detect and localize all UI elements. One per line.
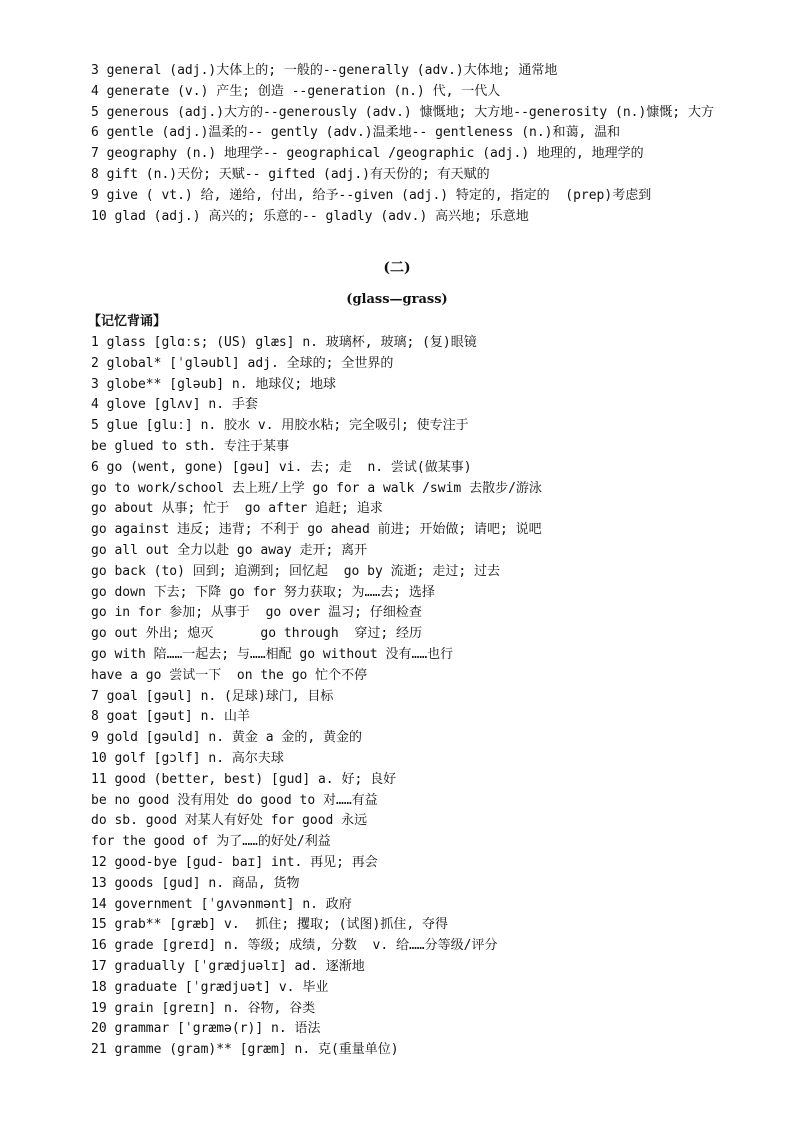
list-item: 8 goat [gəut] n. 山羊 [91,709,251,725]
list-item: 4 generate (v.) 产生; 创造 --generation (n.) 代, 一代人 [91,83,501,99]
list-item: 8 gift (n.)天份; 天赋-- gifted (adj.)有天份的; 有天赋的 [91,166,490,182]
list-item: 20 grammar [ˈgræmə(r)] n. 语法 [91,1021,321,1037]
list-item: 9 gold [gəuld] n. 黄金 a 金的, 黄金的 [91,730,363,746]
list-item: go out 外出; 熄灭 go through 穿过; 经历 [91,626,422,642]
list-item: 15 grab** [græb] v. 抓住; 攫取; (试图)抓住, 夺得 [91,917,448,933]
list-item: 3 general (adj.)大体上的; 一般的--generally (adv.)大体地; 通常地 [91,63,558,78]
list-item: 16 grade [greɪd] n. 等级; 成绩, 分数 v. 给……分等级/评分 [91,938,498,954]
list-item: go against 违反; 违背; 不利于 go ahead 前进; 开始做; 请吧; 说吧 [91,522,542,538]
list-item: go in for 参加; 从事于 go over 温习; 仔细检查 [91,605,422,621]
list-item: 4 glove [glʌv] n. 手套 [91,397,258,413]
list-item: 5 generous (adj.)大方的--generously (adv.) 慷慨地; 大方地--generosity (n.)慷慨; 大方 [91,104,714,120]
list-item: 12 good-bye [gud- baɪ] int. 再见; 再会 [91,854,378,870]
list-item: 6 gentle (adj.)温柔的-- gently (adv.)温柔地-- gentleness (n.)和蔼, 温和 [91,125,621,141]
list-item: go to work/school 去上班/上学 go for a walk /swim 去散步/游泳 [91,480,542,496]
list-item: have a go 尝试一下 on the go 忙个不停 [91,667,368,683]
list-item: 10 golf [gɔlf] n. 高尔夫球 [91,750,284,766]
list-item: 7 geography (n.) 地理学-- geographical /geographic (adj.) 地理的, 地理学的 [91,146,644,162]
list-item: 9 give ( vt.) 给, 递给, 付出, 给予--given (adj.) 特定的, 指定的 (prep)考虑到 [91,187,652,203]
section-subtitle: (glass—grass) [346,292,448,307]
section-title: (二) [383,260,411,276]
list-item: 18 graduate [ˈgrædjuət] v. 毕业 [91,979,329,995]
list-item: go about 从事; 忙于 go after 追赶; 追求 [91,501,383,517]
memorize-label: 【记忆背诵】 [88,314,167,329]
list-item: 7 goal [gəul] n. (足球)球门, 目标 [91,688,334,704]
word-list [60,333,740,1061]
list-item: go with 陪……一起去; 与……相配 go without 没有……也行 [91,646,454,662]
list-item: for the good of 为了……的好处/利益 [91,834,331,850]
list-item: 13 goods [gud] n. 商品, 货物 [91,875,300,891]
list-item: go down 下去; 下降 go for 努力获取; 为……去; 选择 [91,584,435,600]
list-item: 14 government [ˈgʌvənmənt] n. 政府 [91,896,352,912]
list-item: 21 gramme (gram)** [græm] n. 克(重量单位) [91,1042,399,1058]
list-item: go all out 全力以赴 go away 走开; 离开 [91,542,368,558]
list-item: 6 go (went, gone) [gəu] vi. 去; 走 n. 尝试(做某事) [91,459,472,475]
list-item: do sb. good 对某人有好处 for good 永远 [91,813,368,829]
list-item: 19 grain [greɪn] n. 谷物, 谷类 [91,1000,316,1016]
list-item: 2 global* [ˈgləubl] adj. 全球的; 全世界的 [91,355,394,371]
list-item: 1 glass [glɑːs; (US) glæs] n. 玻璃杯, 玻璃; (复)眼镜 [91,335,477,350]
list-item: 10 glad (adj.) 高兴的; 乐意的-- gladly (adv.) 高兴地; 乐意地 [91,208,529,224]
list-item: go back (to) 回到; 追溯到; 回忆起 go by 流逝; 走过; 过去 [91,563,500,579]
list-item: 3 globe** [gləub] n. 地球仪; 地球 [91,376,337,392]
list-item: 11 good (better, best) [gud] a. 好; 良好 [91,771,397,787]
list-item: be glued to sth. 专注于某事 [91,438,290,454]
list-item: be no good 没有用处 do good to 对……有益 [91,792,378,808]
list-item: 5 glue [gluː] n. 胶水 v. 用胶水粘; 完全吸引; 使专注于 [91,418,469,434]
word-list-top [60,61,740,227]
list-item: 17 gradually [ˈgrædjuəlɪ] ad. 逐渐地 [91,958,365,974]
